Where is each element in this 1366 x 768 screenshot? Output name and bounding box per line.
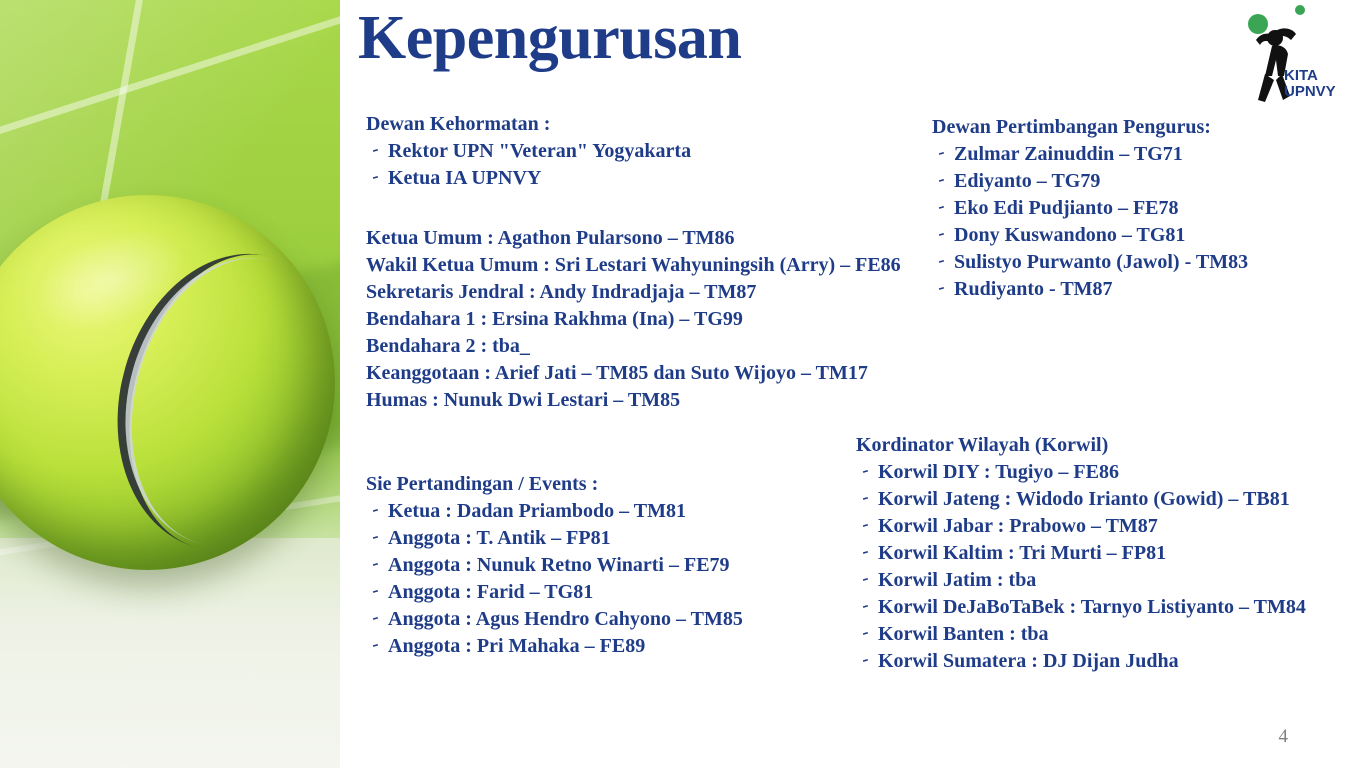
list-item: - Anggota : T. Antik – FP81 <box>366 525 743 552</box>
page-title: Kepengurusan <box>358 4 742 72</box>
list-item: - Anggota : Agus Hendro Cahyono – TM85 <box>366 606 743 633</box>
page-number: 4 <box>1278 726 1288 747</box>
list-item: - Korwil Jabar : Prabowo – TM87 <box>856 513 1306 540</box>
list-item: - Dony Kuswandono – TG81 <box>932 222 1248 249</box>
list-korwil <box>856 459 1306 675</box>
list-item: Sekretaris Jendral : Andy Indradjaja – TM87 <box>366 281 757 303</box>
logo-text-line1: KITA <box>1284 67 1318 84</box>
list-dewan-pertimbangan <box>932 141 1248 303</box>
list-item: - Zulmar Zainuddin – TG71 <box>932 141 1248 168</box>
list-item: - Rektor UPN "Veteran" Yogyakarta <box>366 138 691 165</box>
list-item: - Korwil Kaltim : Tri Murti – FP81 <box>856 540 1306 567</box>
list-item: - Anggota : Nunuk Retno Winarti – FE79 <box>366 552 743 579</box>
section-dewan-kehormatan <box>366 110 691 192</box>
section-heading: Sie Pertandingan / Events : <box>366 473 599 495</box>
list-item: Bendahara 2 : tba_ <box>366 335 530 357</box>
logo-text <box>1284 68 1346 100</box>
list-item: - Rudiyanto - TM87 <box>932 276 1248 303</box>
list-dewan-kehormatan <box>366 138 691 192</box>
list-item: - Eko Edi Pudjianto – FE78 <box>932 195 1248 222</box>
list-item: - Anggota : Pri Mahaka – FE89 <box>366 633 743 660</box>
section-heading: Dewan Pertimbangan Pengurus: <box>932 116 1211 138</box>
list-item: - Korwil Jateng : Widodo Irianto (Gowid) – TB81 <box>856 486 1306 513</box>
section-pengurus-inti <box>366 225 901 414</box>
list-pengurus-inti <box>366 225 901 414</box>
section-korwil <box>856 431 1306 675</box>
list-item: Bendahara 1 : Ersina Rakhma (Ina) – TG99 <box>366 308 743 330</box>
list-item: Keanggotaan : Arief Jati – TM85 dan Suto Wijoyo – TM17 <box>366 362 868 384</box>
list-item: - Ketua IA UPNVY <box>366 165 691 192</box>
list-item: - Korwil Sumatera : DJ Dijan Judha <box>856 648 1306 675</box>
list-item: - Anggota : Farid – TG81 <box>366 579 743 606</box>
list-item: - Korwil Jatim : tba <box>856 567 1306 594</box>
section-dewan-pertimbangan <box>932 113 1248 303</box>
section-heading: Kordinator Wilayah (Korwil) <box>856 434 1109 456</box>
list-item: - Sulistyo Purwanto (Jawol) - TM83 <box>932 249 1248 276</box>
list-sie-pertandingan <box>366 498 743 660</box>
list-item: - Ketua : Dadan Priambodo – TM81 <box>366 498 743 525</box>
court-floor <box>0 538 340 768</box>
list-item: - Korwil DeJaBoTaBek : Tarnyo Listiyanto – TM84 <box>856 594 1306 621</box>
list-item: - Korwil DIY : Tugiyo – FE86 <box>856 459 1306 486</box>
list-item: Humas : Nunuk Dwi Lestari – TM85 <box>366 389 681 411</box>
list-item: Wakil Ketua Umum : Sri Lestari Wahyuningsih (Arry) – FE86 <box>366 254 901 276</box>
tennis-ball-photo <box>0 0 340 768</box>
list-item: - Korwil Banten : tba <box>856 621 1306 648</box>
list-item: - Ediyanto – TG79 <box>932 168 1248 195</box>
logo-text-line2: UPNVY <box>1284 83 1336 100</box>
section-heading: Dewan Kehormatan : <box>366 113 551 135</box>
kita-upnvy-logo <box>1234 4 1352 110</box>
list-item: Ketua Umum : Agathon Pularsono – TM86 <box>366 227 735 249</box>
section-sie-pertandingan <box>366 470 743 660</box>
